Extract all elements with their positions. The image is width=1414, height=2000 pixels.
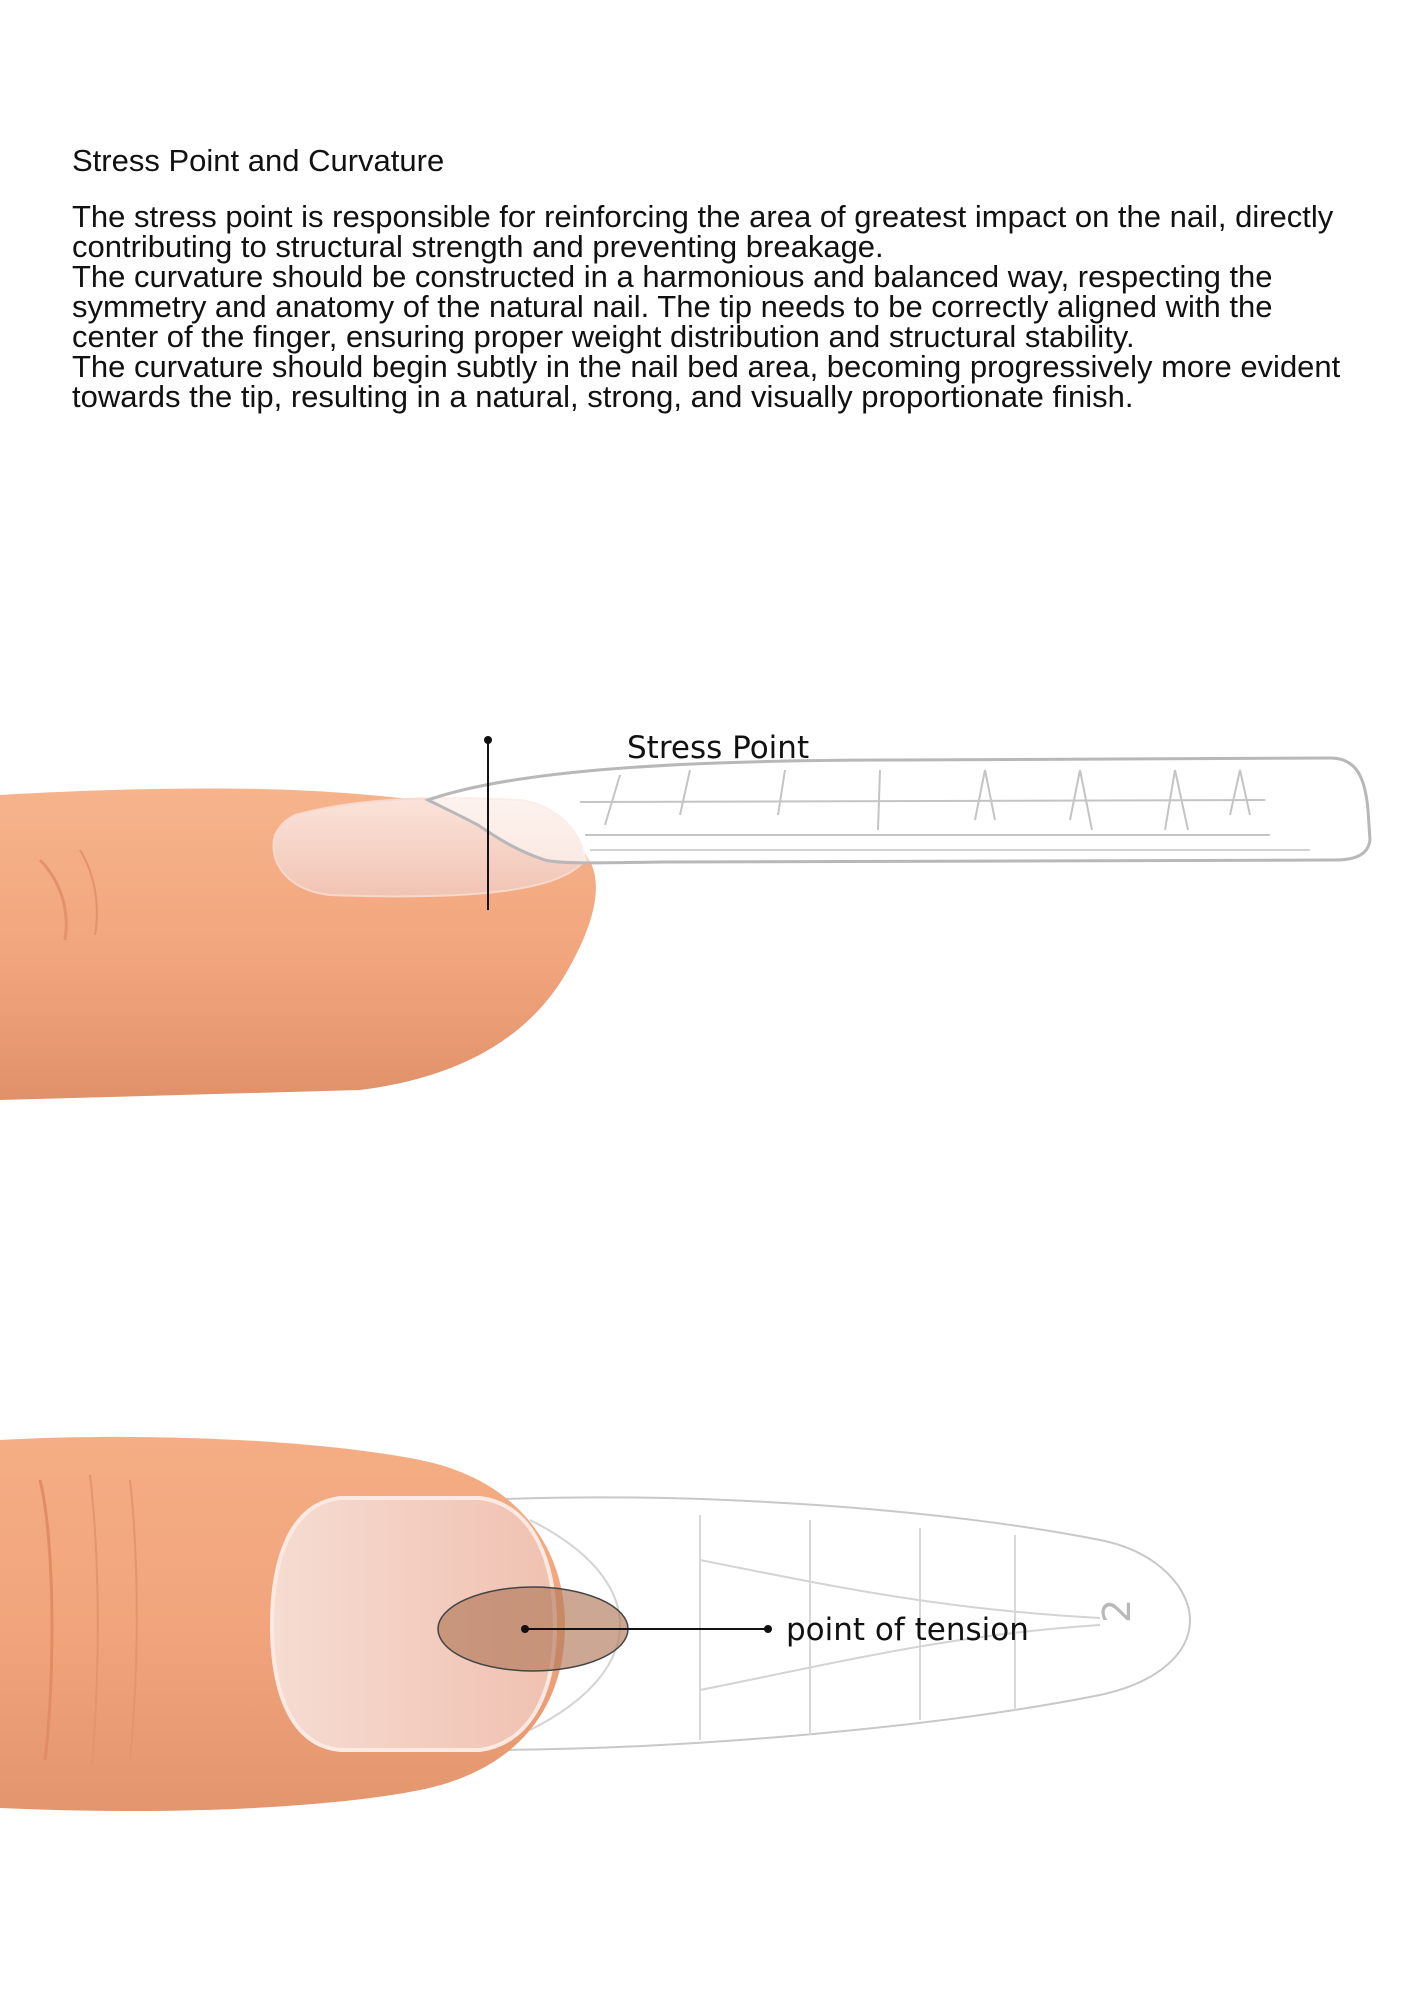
paragraph-curvature-progression: The curvature should begin subtly in the nail bed area, becoming progressively more evident towards the tip, resulting in a natural, strong, and visually proportionate finish. — [72, 349, 1341, 414]
form-number-label: 2 — [1095, 1598, 1139, 1623]
paragraph-stress-point: The stress point is responsible for reinforcing the area of greatest impact on the nail, directly contributing to structural strength and preventing breakage. — [72, 199, 1334, 264]
tension-pointer-dot-end — [764, 1625, 772, 1633]
side-view-svg — [0, 700, 1414, 1160]
paragraph-curvature: The curvature should be constructed in a harmonious and balanced way, respecting the symmetry and anatomy of the natural nail. The tip needs to be correctly aligned with the center of the finger, ensuring proper weight distribution and structural stability. — [72, 259, 1273, 354]
side-view-illustration — [0, 700, 1414, 1160]
top-view-svg — [0, 1420, 1414, 1820]
nail-form-side — [428, 758, 1370, 863]
point-of-tension-label: point of tension — [786, 1612, 1029, 1648]
stress-point-label: Stress Point — [627, 730, 810, 766]
top-view-illustration — [0, 1420, 1414, 1820]
page-title: Stress Point and Curvature — [72, 143, 445, 178]
stress-point-marker-dot — [484, 736, 492, 744]
tension-pointer-dot-start — [521, 1625, 529, 1633]
text-block — [72, 140, 1362, 412]
